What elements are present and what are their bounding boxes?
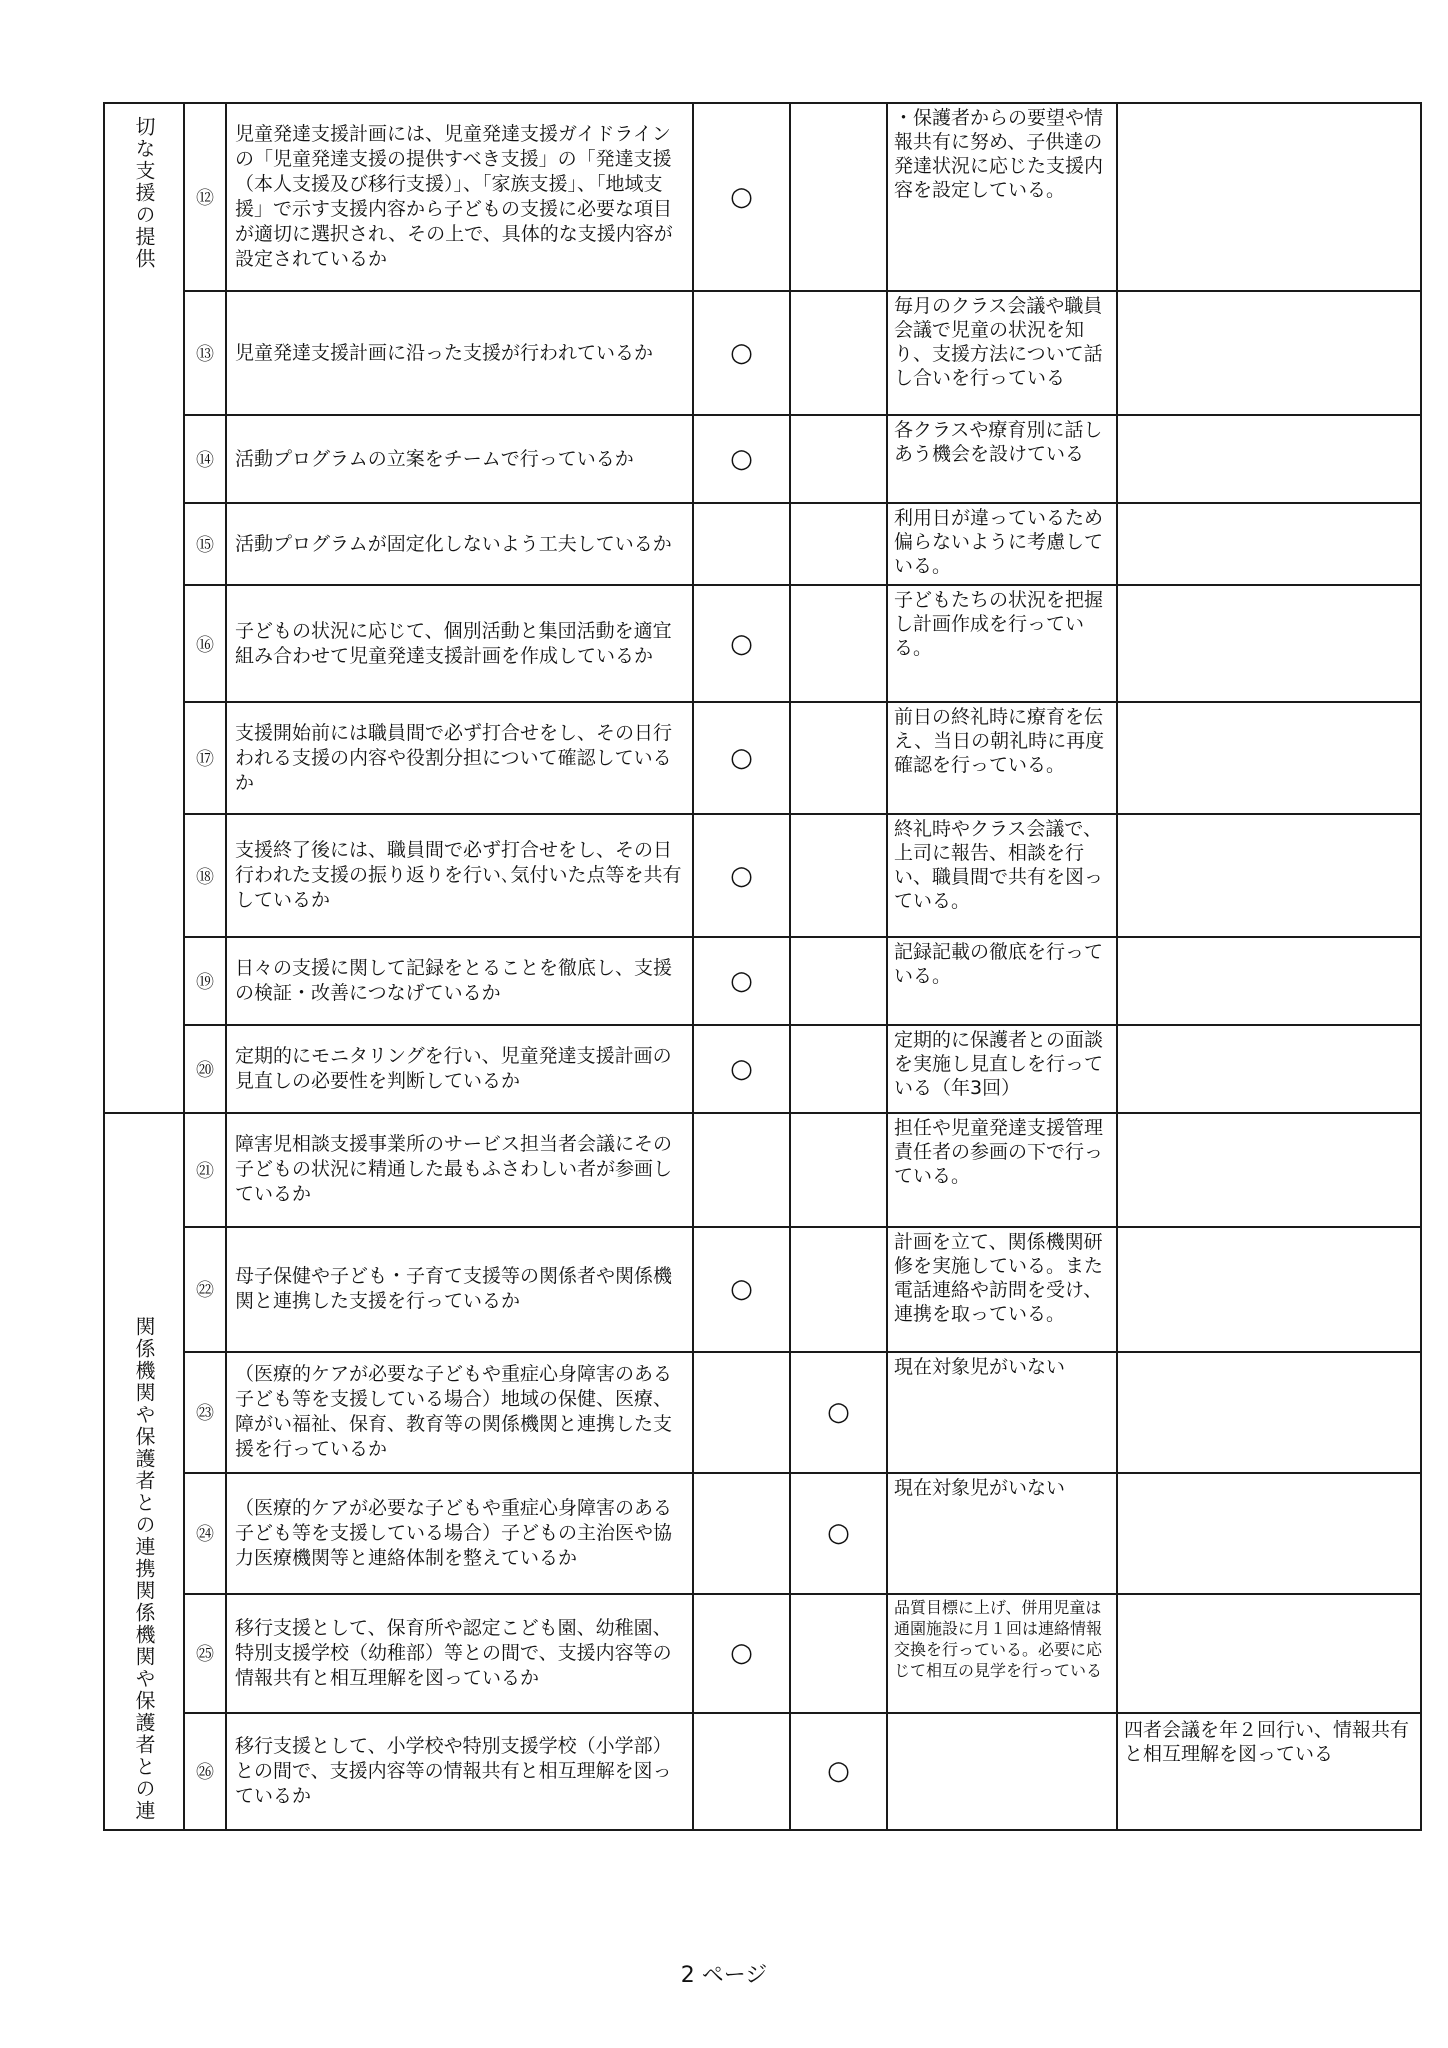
no-mark: [790, 937, 887, 1025]
table-row: [104, 702, 1421, 814]
table-row: [104, 291, 1421, 415]
table-row: [104, 1113, 1421, 1227]
table-row: [104, 1713, 1421, 1830]
yes-mark: ○: [693, 1594, 790, 1713]
comment-text: 前日の終礼時に療育を伝え、当日の朝礼時に再度確認を行っている。: [887, 702, 1117, 814]
table-row: [104, 1352, 1421, 1473]
question-text: 子どもの状況に応じて、個別活動と集団活動を適宜組み合わせて児童発達支援計画を作成しているか: [226, 585, 693, 702]
improvement-text: [1117, 1025, 1421, 1113]
yes-mark: ○: [693, 937, 790, 1025]
comment-text: 計画を立て、関係機関研修を実施している。また電話連絡や訪問を受け、連携を取っている。: [887, 1227, 1117, 1352]
table-row: [104, 1025, 1421, 1113]
yes-mark: ○: [693, 702, 790, 814]
table-row: [104, 1473, 1421, 1594]
question-text: 活動プログラムの立案をチームで行っているか: [226, 415, 693, 503]
question-text: 定期的にモニタリングを行い、児童発達支援計画の見直しの必要性を判断しているか: [226, 1025, 693, 1113]
question-text: 日々の支援に関して記録をとることを徹底し、支援の検証・改善につなげているか: [226, 937, 693, 1025]
no-mark: [790, 585, 887, 702]
category-cell-support: [104, 103, 184, 1113]
no-mark: ○: [790, 1352, 887, 1473]
comment-text: 各クラスや療育別に話しあう機会を設けている: [887, 415, 1117, 503]
item-number: ㉔: [184, 1473, 226, 1594]
improvement-text: [1117, 1113, 1421, 1227]
comment-text: [887, 1713, 1117, 1830]
table-row: [104, 1594, 1421, 1713]
comment-text: 利用日が違っているため偏らないように考慮している。: [887, 503, 1117, 585]
comment-text: 品質目標に上げ、併用児童は通園施設に月１回は連絡情報交換を行っている。必要に応じて相互の見学を行っている: [887, 1594, 1117, 1713]
improvement-text: [1117, 1473, 1421, 1594]
question-text: 移行支援として、小学校や特別支援学校（小学部）との間で、支援内容等の情報共有と相互理解を図っているか: [226, 1713, 693, 1830]
question-text: 障害児相談支援事業所のサービス担当者会議にその子どもの状況に精通した最もふさわしい者が参画しているか: [226, 1113, 693, 1227]
improvement-text: [1117, 103, 1421, 291]
yes-mark: ○: [693, 1227, 790, 1352]
question-text: 児童発達支援計画には、児童発達支援ガイドラインの「児童発達支援の提供すべき支援」の「発達支援（本人支援及び移行支援）」、「家族支援」、「地域支援」で示す支援内容から子どもの支援に必要な項目が適切に選択され、その上で、具体的な支援内容が設定されているか: [226, 103, 693, 291]
no-mark: [790, 1227, 887, 1352]
no-mark: [790, 1025, 887, 1113]
yes-mark: [693, 1713, 790, 1830]
improvement-text: 四者会議を年２回行い、情報共有と相互理解を図っている: [1117, 1713, 1421, 1830]
yes-mark: [693, 1113, 790, 1227]
question-text: （医療的ケアが必要な子どもや重症心身障害のある子ども等を支援している場合）子どもの主治医や協力医療機関等と連絡体制を整えているか: [226, 1473, 693, 1594]
yes-mark: ○: [693, 415, 790, 503]
table-row: [104, 814, 1421, 937]
no-mark: [790, 814, 887, 937]
comment-text: 現在対象児がいない: [887, 1352, 1117, 1473]
item-number: ⑱: [184, 814, 226, 937]
no-mark: [790, 702, 887, 814]
comment-text: 定期的に保護者との面談を実施し見直しを行っている（年3回）: [887, 1025, 1117, 1113]
improvement-text: [1117, 814, 1421, 937]
question-text: 移行支援として、保育所や認定こども園、幼稚園、特別支援学校（幼稚部）等との間で、支援内容等の情報共有と相互理解を図っているか: [226, 1594, 693, 1713]
yes-mark: ○: [693, 291, 790, 415]
table-row: [104, 103, 1421, 291]
yes-mark: ○: [693, 103, 790, 291]
item-number: ㉕: [184, 1594, 226, 1713]
comment-text: 現在対象児がいない: [887, 1473, 1117, 1594]
item-number: ㉓: [184, 1352, 226, 1473]
improvement-text: [1117, 585, 1421, 702]
improvement-text: [1117, 291, 1421, 415]
item-number: ⑭: [184, 415, 226, 503]
improvement-text: [1117, 503, 1421, 585]
yes-mark: ○: [693, 585, 790, 702]
yes-mark: ○: [693, 814, 790, 937]
item-number: ⑲: [184, 937, 226, 1025]
yes-mark: [693, 503, 790, 585]
no-mark: [790, 1594, 887, 1713]
table-row: [104, 503, 1421, 585]
no-mark: ○: [790, 1473, 887, 1594]
item-number: ㉖: [184, 1713, 226, 1830]
category-cell-collaboration: [104, 1113, 184, 1830]
question-text: （医療的ケアが必要な子どもや重症心身障害のある子ども等を支援している場合）地域の保健、医療、障がい福祉、保育、教育等の関係機関と連携した支援を行っているか: [226, 1352, 693, 1473]
question-text: 母子保健や子ども・子育て支援等の関係者や関係機関と連携した支援を行っているか: [226, 1227, 693, 1352]
question-text: 児童発達支援計画に沿った支援が行われているか: [226, 291, 693, 415]
item-number: ⑰: [184, 702, 226, 814]
no-mark: [790, 503, 887, 585]
evaluation-table: [103, 102, 1422, 1831]
comment-text: ・保護者からの要望や情報共有に努め、子供達の発達状況に応じた支援内容を設定している。: [887, 103, 1117, 291]
yes-mark: [693, 1352, 790, 1473]
category-label-support: 切な支援の提供: [132, 116, 156, 270]
table-row: [104, 1227, 1421, 1352]
improvement-text: [1117, 937, 1421, 1025]
item-number: ⑳: [184, 1025, 226, 1113]
question-text: 支援終了後には、職員間で必ず打合せをし、その日行われた支援の振り返りを行い､気付いた点等を共有しているか: [226, 814, 693, 937]
item-number: ㉑: [184, 1113, 226, 1227]
no-mark: [790, 291, 887, 415]
page-number: 2 ページ: [680, 1963, 768, 1988]
improvement-text: [1117, 1352, 1421, 1473]
item-number: ⑮: [184, 503, 226, 585]
no-mark: ○: [790, 1713, 887, 1830]
table-row: [104, 415, 1421, 503]
improvement-text: [1117, 415, 1421, 503]
improvement-text: [1117, 1594, 1421, 1713]
improvement-text: [1117, 702, 1421, 814]
no-mark: [790, 1113, 887, 1227]
question-text: 活動プログラムが固定化しないよう工夫しているか: [226, 503, 693, 585]
item-number: ⑬: [184, 291, 226, 415]
item-number: ⑫: [184, 103, 226, 291]
question-text: 支援開始前には職員間で必ず打合せをし、その日行われる支援の内容や役割分担について確認しているか: [226, 702, 693, 814]
item-number: ⑯: [184, 585, 226, 702]
comment-text: 記録記載の徹底を行っている。: [887, 937, 1117, 1025]
improvement-text: [1117, 1227, 1421, 1352]
comment-text: 担任や児童発達支援管理責任者の参画の下で行っている。: [887, 1113, 1117, 1227]
comment-text: 終礼時やクラス会議で、上司に報告、相談を行い、職員間で共有を図っている。: [887, 814, 1117, 937]
table-row: [104, 585, 1421, 702]
no-mark: [790, 103, 887, 291]
yes-mark: [693, 1473, 790, 1594]
yes-mark: ○: [693, 1025, 790, 1113]
table-row: [104, 937, 1421, 1025]
no-mark: [790, 415, 887, 503]
item-number: ㉒: [184, 1227, 226, 1352]
comment-text: 子どもたちの状況を把握し計画作成を行っている。: [887, 585, 1117, 702]
comment-text: 毎月のクラス会議や職員会議で児童の状況を知り、支援方法について話し合いを行っている: [887, 291, 1117, 415]
category-label-collaboration: 関係機関や保護者との連携関係機関や保護者との連: [132, 1316, 156, 1822]
